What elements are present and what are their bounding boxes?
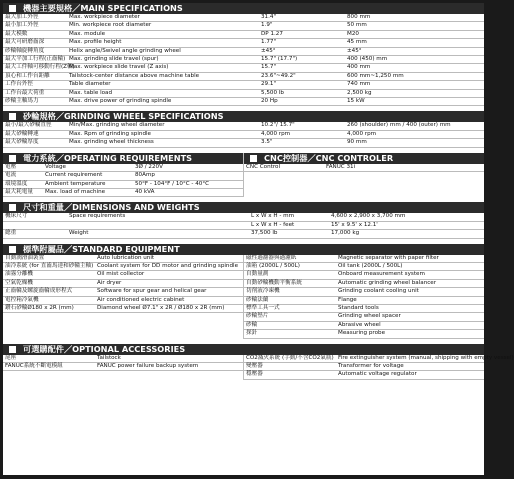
section-header-wheel: 砂輪規格／GRINDING WHEEL SPECIFICATIONS <box>3 111 484 122</box>
table-cell: CO2滅火系統 (手動/不含CO2氣瓶) <box>244 355 336 363</box>
table-row <box>244 330 484 338</box>
table-row <box>3 98 484 106</box>
table-cell: 正齒輪及螺旋齒輪成形程式 <box>3 288 95 296</box>
table-cell: 17,000 kg <box>329 230 484 238</box>
table-cell: Max. table load <box>67 89 259 97</box>
table-cell: 260 (shoulder) mm / 400 (outer) mm <box>345 122 484 130</box>
table-cell: Software for spur gear and helical gear <box>95 288 243 296</box>
operating-block <box>3 153 244 198</box>
section-header-standard: 標準附屬品／STANDARD EQUIPMENT <box>3 244 484 255</box>
table-row <box>244 304 484 312</box>
table-cell: Max. workpiece diameter <box>67 14 259 22</box>
table-row <box>3 363 243 371</box>
section-header-operating: 電力系統／OPERATING REQUIREMENTS <box>3 153 243 164</box>
header-square-icon <box>9 155 16 162</box>
table-cell: FANUC系統不斷電模組 <box>3 363 95 371</box>
table-cell: 800 mm <box>345 14 484 22</box>
table-cell: Air conditioned electric cabinet <box>95 296 243 304</box>
table-row <box>3 64 484 72</box>
table-cell: 頂心和工作台距離 <box>3 72 67 80</box>
table-cell: 最大可研磨齒深 <box>3 39 67 47</box>
table-cell: 最大模數 <box>3 30 67 38</box>
table-row <box>3 304 243 312</box>
optional-right-table <box>244 354 514 380</box>
table-cell: 最大工件軸可移動行程(Z軸) <box>5 64 75 71</box>
table-cell: Standard tools <box>336 304 484 312</box>
table-row <box>3 164 243 172</box>
optional-left-table <box>3 355 243 372</box>
table-cell: 15 kW <box>345 98 484 106</box>
table-cell: Max. drive power of grinding spindle <box>67 98 259 106</box>
table-cell <box>67 221 249 229</box>
table-row <box>3 130 484 138</box>
table-row <box>3 22 484 30</box>
standard-equipment <box>3 255 484 339</box>
table-cell: Table diameter <box>67 81 259 89</box>
table-cell: 自動量測 <box>244 271 336 279</box>
table-cell: Ambient temperature <box>43 180 133 188</box>
table-cell: 400 (450) mm <box>345 56 484 64</box>
table-cell: 油冷系統 (for 直齒馬達和砂輪主軸) <box>5 262 94 269</box>
table-row <box>244 296 484 304</box>
header-square-icon <box>9 113 16 120</box>
table-cell: Oil mist collector <box>95 271 243 279</box>
table-cell <box>3 221 67 229</box>
table-cell: 磁性過濾器與過濾紙 <box>244 255 336 263</box>
cnc-label: CNC Control <box>244 164 324 172</box>
table-cell: 10.2"/ 15.7" <box>259 122 345 130</box>
table-cell: 穩壓器 <box>244 371 336 379</box>
table-cell: 29.1" <box>259 81 345 89</box>
table-cell: Tailstock-center distance above machine table <box>67 72 259 80</box>
table-cell: DP 1.27 <box>259 30 345 38</box>
table-cell: Max. grinding slide travel (spur) <box>67 56 259 64</box>
main-spec-table <box>3 14 484 106</box>
table-cell: Current requirement <box>43 172 133 180</box>
table-cell: 1.9" <box>259 22 345 30</box>
table-cell: 50°F - 104°F / 10°C - 40°C <box>133 180 243 188</box>
table-cell: 2,500 kg <box>345 89 484 97</box>
table-cell: 15.7" <box>259 64 345 72</box>
table-row <box>244 321 484 329</box>
table-cell: 15' x 9.5' x 12.1' <box>329 221 484 229</box>
table-cell: 80Amp <box>133 172 243 180</box>
table-row <box>3 89 484 97</box>
table-cell: Measuring probe <box>336 330 484 338</box>
table-cell: Max. Rpm of grinding spindle <box>67 130 259 138</box>
table-row <box>3 296 243 304</box>
table-cell: 油箱 (2000L / 500L) <box>244 262 336 270</box>
table-cell: 鑽石砂輪Ø180 x 2R (mm) <box>3 304 95 312</box>
table-row <box>3 355 243 363</box>
table-cell: Air dryer <box>95 279 243 287</box>
table-cell: Weight <box>67 230 249 238</box>
table-cell: 油霧分離機 <box>3 271 95 279</box>
table-cell: 31.4" <box>259 14 345 22</box>
table-cell: Max. grinding wheel thickness <box>67 139 259 147</box>
table-row <box>3 255 243 263</box>
table-row <box>3 81 484 89</box>
table-row <box>3 213 484 221</box>
table-cell: 4,000 rpm <box>259 130 345 138</box>
table-cell: Auto lubrication unit <box>95 255 243 263</box>
table-row <box>244 262 484 270</box>
table-cell: Transformer for voltage <box>336 363 484 371</box>
table-cell: Grinding coolant cooling unit <box>336 288 484 296</box>
table-cell: 工作台外徑 <box>3 81 67 89</box>
table-row <box>3 279 243 287</box>
wheel-spec-table <box>3 122 484 147</box>
table-cell: Diamond wheel Ø7.1" x 2R / Ø180 x 2R (mm) <box>95 304 243 312</box>
spec-sheet <box>3 3 514 475</box>
table-cell: Tailstock <box>95 355 243 363</box>
table-row <box>3 172 243 180</box>
table-cell: 砂輪主軸馬力 <box>3 98 67 106</box>
table-cell: 最大加工外徑 <box>3 14 67 22</box>
header-square-icon <box>9 204 16 211</box>
table-cell: 標準工具一式 <box>244 304 336 312</box>
table-cell: 4,000 rpm <box>345 130 484 138</box>
standard-right-table <box>244 255 484 339</box>
table-row <box>244 371 484 379</box>
table-cell: Fire extinguisher system (manual, shipping with empty vessel) <box>338 354 514 361</box>
table-row <box>3 221 484 229</box>
table-cell: 尾座 <box>3 355 95 363</box>
table-cell: 自動砂輪機動平衡系統 <box>244 279 336 287</box>
table-cell: 600 mm~1,250 mm <box>345 72 484 80</box>
cnc-block <box>244 153 484 198</box>
table-cell: 電壓 <box>3 164 43 172</box>
table-row <box>244 313 484 321</box>
table-row <box>244 355 484 363</box>
table-cell: Helix angle/Swivel angle grinding wheel <box>67 47 259 55</box>
table-cell: 400 mm <box>345 64 484 72</box>
table-cell: 90 mm <box>345 139 484 147</box>
table-cell: Min. workpiece root diameter <box>67 22 259 30</box>
standard-left-table <box>3 255 243 314</box>
table-row <box>3 262 243 270</box>
table-cell: Automatic voltage regulator <box>336 371 484 379</box>
table-cell: L x W x H - mm <box>249 213 329 221</box>
table-row <box>3 56 484 64</box>
table-cell: Grinding wheel spacer <box>336 313 484 321</box>
table-cell: Magnetic separator with paper filter <box>336 255 484 263</box>
table-cell: 自動潤滑油裝置 <box>3 255 95 263</box>
table-cell: Abrasive wheel <box>336 321 484 329</box>
table-cell: 電控箱冷氣機 <box>3 296 95 304</box>
table-cell: 工作台最大荷重 <box>3 89 67 97</box>
table-cell: 砂輪軸旋轉角度 <box>3 47 67 55</box>
dimensions-table <box>3 213 484 238</box>
table-row <box>3 230 484 238</box>
table-cell: Max. load of machine <box>43 188 133 196</box>
table-cell: 37,500 lb <box>249 230 329 238</box>
table-cell: FANUC power failure backup system <box>95 363 243 371</box>
table-cell: Voltage <box>43 164 133 172</box>
table-cell: 砂輪墊片 <box>244 313 336 321</box>
table-cell: 23.6"~49.2" <box>259 72 345 80</box>
table-cell: ±45° <box>259 47 345 55</box>
table-row <box>3 14 484 22</box>
table-cell: L x W x H - feet <box>249 221 329 229</box>
table-cell: 變壓器 <box>244 363 336 371</box>
section-header-main: 機器主要規格／MAIN SPECIFICATIONS <box>3 3 484 14</box>
table-cell: 740 mm <box>345 81 484 89</box>
table-cell: 50 mm <box>345 22 484 30</box>
table-row <box>244 271 484 279</box>
table-row <box>244 363 484 371</box>
table-cell: 切削液冷凍機 <box>244 288 336 296</box>
table-cell: 40 kVA <box>133 188 243 196</box>
table-row <box>3 288 243 296</box>
table-cell: 砂輪法蘭 <box>244 296 336 304</box>
optional-accessories <box>3 354 514 380</box>
header-square-icon <box>250 155 257 162</box>
table-cell: Max. profile height <box>67 39 259 47</box>
operating-cnc-row <box>3 153 484 198</box>
table-cell: 砂輪 <box>244 321 336 329</box>
table-cell: 最大砂輪厚度 <box>3 139 67 147</box>
table-row <box>3 72 484 80</box>
table-cell: 1.77" <box>259 39 345 47</box>
table-row <box>3 271 243 279</box>
table-row <box>3 180 243 188</box>
table-row <box>3 39 484 47</box>
operating-table <box>3 164 243 198</box>
section-header-cnc: CNC控制器／CNC CONTROLER <box>244 153 484 164</box>
table-cell: Max. workpiece slide travel (Z axis) <box>67 64 259 72</box>
table-row <box>244 288 484 296</box>
table-cell: Flange <box>336 296 484 304</box>
table-cell: 4,600 x 2,900 x 3,700 mm <box>329 213 484 221</box>
table-row <box>3 139 484 147</box>
table-cell: 最大耗電量 <box>3 188 43 196</box>
table-cell: 最大平加工行程(正齒輪) <box>5 56 66 63</box>
table-row <box>244 164 484 172</box>
table-cell: Automatic grinding wheel balancer <box>336 279 484 287</box>
header-square-icon <box>9 346 16 353</box>
table-cell: 3Ø / 220V <box>133 164 243 172</box>
cnc-value: FANUC 31i <box>324 164 484 172</box>
table-cell: 45 mm <box>345 39 484 47</box>
table-cell: 最小/最大砂輪直徑 <box>3 122 67 130</box>
table-cell: Space requirements <box>67 213 249 221</box>
table-cell: 探針 <box>244 330 336 338</box>
table-cell: ±45° <box>345 47 484 55</box>
table-cell: Max. module <box>67 30 259 38</box>
table-row <box>244 255 484 263</box>
table-cell: Coolant system for DD motor and grinding spindle <box>95 262 243 270</box>
table-cell: Min/Max. grinding wheel diameter <box>67 122 259 130</box>
table-row <box>244 279 484 287</box>
table-cell: 3.5" <box>259 139 345 147</box>
header-square-icon <box>9 5 16 12</box>
section-header-optional: 可選購配件／OPTIONAL ACCESSORIES <box>3 344 484 355</box>
table-row <box>3 30 484 38</box>
table-cell: 20 Hp <box>259 98 345 106</box>
table-cell: 15.7" (17.7") <box>259 56 345 64</box>
table-cell: Onboard measurement system <box>336 271 484 279</box>
table-row <box>3 188 243 196</box>
table-cell: 機床尺寸 <box>3 213 67 221</box>
table-row <box>3 47 484 55</box>
table-cell: M20 <box>345 30 484 38</box>
table-row <box>3 122 484 130</box>
table-cell: 最小加工外徑 <box>3 22 67 30</box>
table-cell: 最大砂輪轉速 <box>3 130 67 138</box>
table-cell: 空氣乾燥機 <box>3 279 95 287</box>
section-header-dimensions: 尺寸和重量／DIMENSIONS AND WEIGHTS <box>3 202 484 213</box>
cnc-table <box>244 164 484 172</box>
table-cell: Oil tank (2000L / 500L) <box>336 262 484 270</box>
table-cell: 電流 <box>3 172 43 180</box>
table-cell: 5,500 lb <box>259 89 345 97</box>
header-square-icon <box>9 246 16 253</box>
table-cell: 環境溫度 <box>3 180 43 188</box>
table-cell: 總重 <box>3 230 67 238</box>
